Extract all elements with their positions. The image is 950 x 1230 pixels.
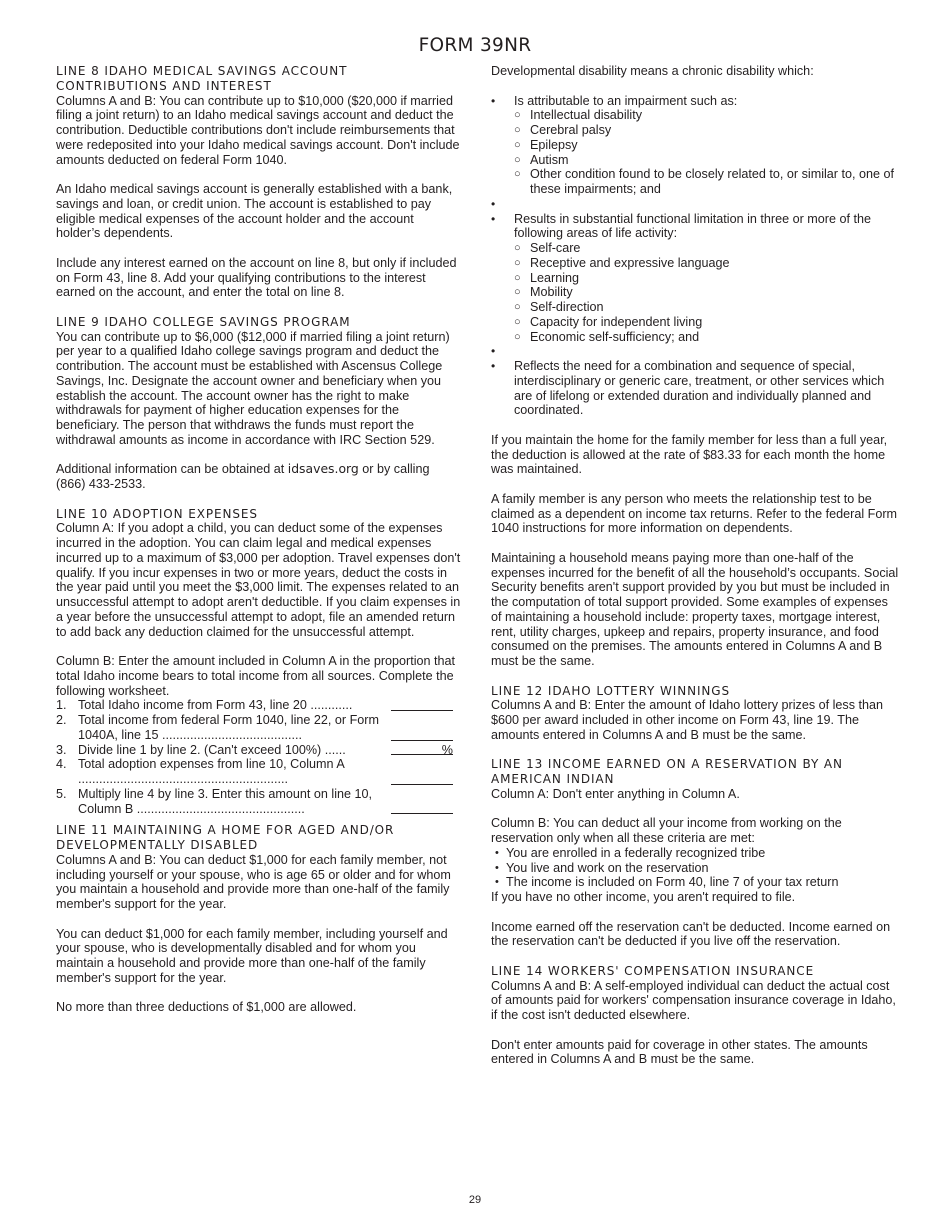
line8-paragraph-2: An Idaho medical savings account is generally established with a bank, savings and loan, or credit union. The account is established to pay eligible medical expenses of the account holder and the account holder’s dependents. (56, 182, 453, 241)
list-item: ○ Receptive and expressive language (514, 256, 901, 271)
line11-paragraph-2: You can deduct $1,000 for each family member, including yourself and your spouse, who is developmentally disabled and for whom you maintain a household and provide more than one-half of the family member's support for the year. (56, 926, 448, 985)
line13-heading: LINE 13 INCOME EARNED ON A RESERVATION BY AN AMERICAN INDIAN (491, 757, 843, 786)
list-item: • You are enrolled in a federally recognized tribe (491, 846, 901, 861)
right-column (491, 64, 901, 1067)
reservation-criteria-list (491, 846, 901, 890)
line11-heading: LINE 11 MAINTAINING A HOME FOR AGED AND/OR DEVELOPMENTALLY DISABLED (56, 823, 395, 852)
list-item: • Results in substantial functional limitation in three or more of the following areas of life activity: ○ Self-care ○ Receptive and expressive language ○ Learning ○ Mobility ○ Self-direction ○ Capacity for independent living ○ Economic self-sufficiency; and (491, 212, 901, 345)
list-item: • You live and work on the reservation (491, 861, 901, 876)
list-item: ○ Self-care (514, 241, 901, 256)
line13-paragraph-3: If you have no other income, you aren't required to file. (491, 890, 796, 904)
line9-heading: LINE 9 IDAHO COLLEGE SAVINGS PROGRAM (56, 314, 351, 329)
worksheet-blank-1[interactable] (391, 700, 453, 711)
line14-paragraph-1: Columns A and B: A self-employed individual can deduct the actual cost of amounts paid for workers' compensation insurance coverage in Idaho, if the cost isn't deducted elsewhere. (491, 978, 896, 1022)
list-item: ○ Autism (514, 153, 901, 168)
line8-paragraph-1: Columns A and B: You can contribute up to $10,000 ($20,000 if married filing a joint return) to an Idaho medical savings account and deduct the contribution. Deductible contributions don't include reimbursements that were redeposited into your Idaho medical savings account. Don't include amounts deducted on federal Form 1040. (56, 93, 460, 167)
percent-sign: % (441, 742, 453, 757)
list-item: ○ Mobility (514, 285, 901, 300)
worksheet-blank-2[interactable] (391, 730, 453, 741)
adoption-worksheet (56, 698, 461, 816)
line12-paragraph: Columns A and B: Enter the amount of Idaho lottery prizes of less than $600 per award included in other income on Form 43, line 19. The amounts entered in Columns A and B must be the same. (491, 698, 884, 742)
idsaves-link[interactable]: idsaves.org (287, 461, 359, 477)
household-paragraph: Maintaining a household means paying more than one-half of the expenses incurred for the benefit of all the household’s occupants. Social Security benefits aren't support provided by you but must be included in the computation of total support provided. Some examples of expenses of maintaining a household include: property taxes, mortgage interest, rent, utility charges, upkeep and repairs, property insurance, and food consumed on the premises. The amounts entered in Columns A and B must be the same. (491, 550, 899, 668)
line11-paragraph-3: No more than three deductions of $1,000 are allowed. (56, 1000, 357, 1015)
list-item: ○ Capacity for independent living (514, 315, 901, 330)
line8-heading: LINE 8 IDAHO MEDICAL SAVINGS ACCOUNT CONTRIBUTIONS AND INTEREST (56, 64, 348, 93)
left-column (56, 64, 461, 1015)
worksheet-row: 3. Divide line 1 by line 2. (Can't exceed 100%) ...... % (56, 742, 453, 757)
page-number: 29 (468, 1194, 482, 1206)
worksheet-row: 5. Multiply line 4 by line 3. Enter this amount on line 10, Column B ................................................ (56, 787, 461, 817)
worksheet-blank-5[interactable] (391, 803, 453, 814)
worksheet-row: 2. Total income from federal Form 1040, line 22, or Form 1040A, line 15 ........................................ (56, 713, 461, 743)
line14-heading: LINE 14 WORKERS' COMPENSATION INSURANCE (491, 963, 815, 978)
page-title: FORM 39NR (418, 35, 532, 56)
line9-paragraph-1: You can contribute up to $6,000 ($12,000 if married filing a joint return) per year to a qualified Idaho college savings program and deduct the contribution. The account must be established with Ascensus College Savings, Inc. Designate the account owner and beneficiary when you establish the account. The account owner has the right to make withdrawals for payment of higher education expenses for the beneficiary. The person that withdraws the funds must report the withdrawal amounts as income in accordance with IRC Section 529. (56, 329, 450, 447)
line9-paragraph-2: Additional information can be obtained at idsaves.org or by calling (866) 433-2533. (56, 461, 430, 491)
list-item: • Reflects the need for a combination and sequence of special, interdisciplinary or generic care, treatment, or other services which are of lifelong or extended duration and individually planned and coordinated. (491, 359, 901, 418)
line10-paragraph-2: Column B: Enter the amount included in Column A in the proportion that total Idaho income bears to total income from all sources. Complete the following worksheet. (56, 654, 456, 698)
dd-intro: Developmental disability means a chronic disability which: (491, 64, 814, 78)
line13-paragraph-2: Column B: You can deduct all your income from working on the reservation only when all these criteria are met: (491, 816, 842, 845)
list-item: ○ Economic self-sufficiency; and (514, 330, 901, 345)
dd-criteria-list (491, 94, 901, 419)
list-item: ○ Epilepsy (514, 138, 901, 153)
list-item: • Is attributable to an impairment such as: ○ Intellectual disability ○ Cerebral palsy ○ Epilepsy ○ Autism ○ Other condition found to be closely related to, or similar to, one of these impairments; and (491, 94, 901, 197)
list-item: ○ Cerebral palsy (514, 123, 901, 138)
line11-paragraph-1: Columns A and B: You can deduct $1,000 for each family member, not including yourself or your spouse, who is age 65 or older and for whom you maintain a household and provide more than one-half of the family member's support for the year. (56, 852, 451, 911)
worksheet-blank-4[interactable] (391, 774, 453, 785)
family-member-paragraph: A family member is any person who meets the relationship test to be claimed as a dependent on income tax returns. Refer to the federal Form 1040 instructions for more information on dependents. (491, 491, 898, 536)
maintain-paragraph: If you maintain the home for the family member for less than a full year, the deduction is allowed at the rate of $83.33 for each month the home was maintained. (491, 432, 888, 477)
worksheet-row: 1. Total Idaho income from Form 43, line 20 ............ (56, 698, 461, 713)
line8-paragraph-3: Include any interest earned on the account on line 8, but only if included on Form 43, line 8. Add your qualifying contributions to the interest earned on the account, and enter the total on line 8. (56, 255, 457, 300)
list-item: ○ Other condition found to be closely related to, or similar to, one of these impairments; and (514, 167, 901, 197)
worksheet-row: 4. Total adoption expenses from line 10, Column A ............................................................ (56, 757, 461, 787)
line12-heading: LINE 12 IDAHO LOTTERY WINNINGS (491, 683, 730, 698)
line10-paragraph-1: Column A: If you adopt a child, you can deduct some of the expenses incurred in the adoption. You can claim legal and medical expenses incurred up to a maximum of $3,000 per adoption. Travel expenses don't qualify. If you incur expenses in two or more years, deduct the costs in the year paid until you meet the $3,000 limit. The expenses related to an unsuccessful attempt to adopt aren't deductible. If you claim expenses in a year before the unsuccessful attempt to adopt, file an amended return to add back any deduction claimed for the unsuccessful attempt. (56, 521, 461, 639)
line14-paragraph-2: Don't enter amounts paid for coverage in other states. The amounts entered in Columns A and B must be the same. (491, 1037, 868, 1067)
line10-heading: LINE 10 ADOPTION EXPENSES (56, 506, 258, 521)
list-item: • The income is included on Form 40, line 7 of your tax return (491, 875, 901, 890)
list-item: ○ Self-direction (514, 300, 901, 315)
line13-paragraph-4: Income earned off the reservation can't be deducted. Income earned on the reservation can't be deducted if you live off the reservation. (491, 919, 891, 949)
list-item: ○ Intellectual disability (514, 108, 901, 123)
list-item: ○ Learning (514, 271, 901, 286)
line13-paragraph-1: Column A: Don't enter anything in Column A. (491, 786, 740, 801)
